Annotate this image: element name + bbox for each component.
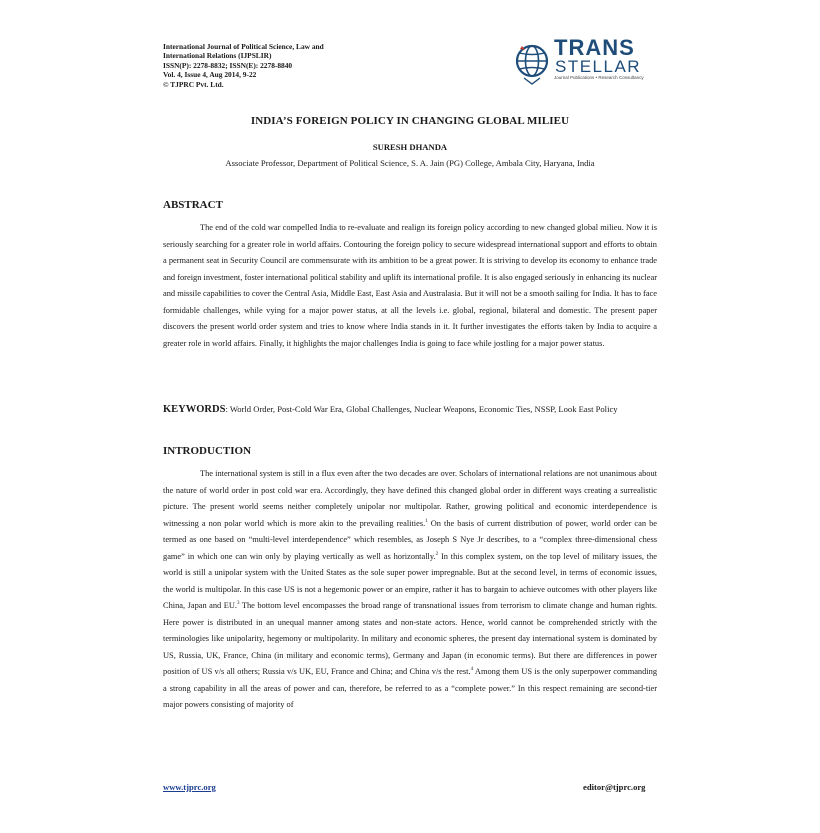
footer-email: editor@tjprc.org (583, 782, 646, 792)
keywords-list: : World Order, Post-Cold War Era, Global Challenges, Nuclear Weapons, Economic Ties, NSSP, Look East Policy (225, 404, 618, 414)
footnote-ref-1: 1 (425, 518, 428, 524)
intro-text-2: On the basis of current distribution of power, world order can be termed as one based on “multi-level interdependence” which resembles, as Joseph S Nye Jr describes, to a “complex three-dimensional chess game” in which one can win only by playing vertically as well as horizontally. (163, 518, 657, 561)
abstract-text: The end of the cold war compelled India to re-evaluate and realign its foreign policy according to new changed global milieu. Now it is seriously searching for a greater role in world affairs. Contouring the foreign policy to secure widespread international support and efforts to obtain a permanent seat in Security Council are commensurate with its ambition to be a great power. It is striving to develop its economy to enhance trade and foreign investment, foster international political stability and uplift its international profile. It is also engaged seriously in enhancing its nuclear and missile capabilities to cover the Central Asia, Middle East, East Asia and Australasia. But it will not be a smooth sailing for India. It has to face formidable challenges, while vying for a major power status, at all the levels i.e. global, regional, bilateral and domestic. The present paper discovers the present world order system and tries to know where India stands in it. It further investigates the efforts taken by India to acquire a greater role in world affairs. Finally, it highlights the major challenges India is going to face while jostling for a major power status. (163, 223, 657, 348)
intro-text-3: In this complex system, on the top level of military issues, the world is still a unipolar system with the United States as the sole super power impregnable. But at the second level, in terms of economic issues, the world is multipolar. In this case US is not a hegemonic power or an empire, rather it has to bargain to achieve outcomes with other players like China, Japan and EU. (163, 551, 657, 610)
abstract-body (163, 220, 657, 352)
intro-text-1: The international system is still in a flux even after the two decades are over. Scholars of international relations are not unanimous about the nature of world order in post cold war era. Accordingly, they have defined this changed global order in different ways creating a surrealistic picture. The present world seems neither completely unipolar nor multipolar. Rather, growing political and economic interdependence is witnessing a non polar world which is more akin to the prevailing realities. (163, 469, 657, 528)
transstellar-logo (514, 35, 659, 89)
keywords (163, 401, 657, 418)
journal-name-line2: International Relations (IJPSLIR) (163, 51, 272, 61)
intro-text-4: The bottom level encompasses the broad range of transnational issues from terrorism to climate change and human rights. Here power is distributed in an unequal manner among states and non-state actors. Hence, world cannot be comprehended strictly with the terminologies like unipolarity, hegemony or multipolarity. In military and economic spheres, the present day international system is dominated by US, Russia, UK, France, China (in military and economic terms), Germany and Japan (in economic terms). But there are differences in power position of US v/s all others; Russia v/s UK, EU, France and China; and China v/s the rest. (163, 601, 657, 676)
keywords-label: KEYWORDS (163, 404, 226, 415)
introduction-heading: INTRODUCTION (163, 445, 252, 457)
author-affiliation: Associate Professor, Department of Political Science, S. A. Jain (PG) College, Ambala City, Haryana, India (225, 158, 595, 168)
journal-copyright: © TJPRC Pvt. Ltd. (163, 79, 224, 89)
paper-title: INDIA’S FOREIGN POLICY IN CHANGING GLOBAL MILIEU (250, 115, 570, 127)
footnote-ref-4: 4 (470, 667, 474, 673)
journal-header (163, 42, 403, 89)
introduction-paragraph (163, 466, 657, 714)
logo-word-stellar: STELLAR (555, 57, 642, 76)
abstract-heading: ABSTRACT (163, 199, 223, 211)
globe-icon (514, 41, 550, 85)
author-name: SURESH DHANDA (372, 142, 448, 152)
intro-text-5: Among them US is the only superpower commanding a strong capability in all the areas of power and can, therefore, be referred to as a “complete power.” In this respect remaining are second-tier major powers consisting of majority of (163, 667, 658, 709)
journal-name-line1: International Journal of Political Science, Law and (163, 42, 324, 51)
introduction-body (163, 466, 657, 714)
logo-tagline: Journal Publications • Research Consultancy (554, 75, 644, 80)
journal-volume: Vol. 4, Issue 4, Aug 2014, 9-22 (163, 70, 257, 80)
logo-word-trans: TRANS (554, 35, 635, 60)
footnote-ref-2: 2 (435, 551, 439, 557)
journal-issn: ISSN(P): 2278-8832; ISSN(E): 2278-8840 (163, 60, 293, 70)
footer-website-link[interactable]: www.tjprc.org (163, 782, 216, 792)
footnote-ref-3: 3 (237, 601, 240, 607)
